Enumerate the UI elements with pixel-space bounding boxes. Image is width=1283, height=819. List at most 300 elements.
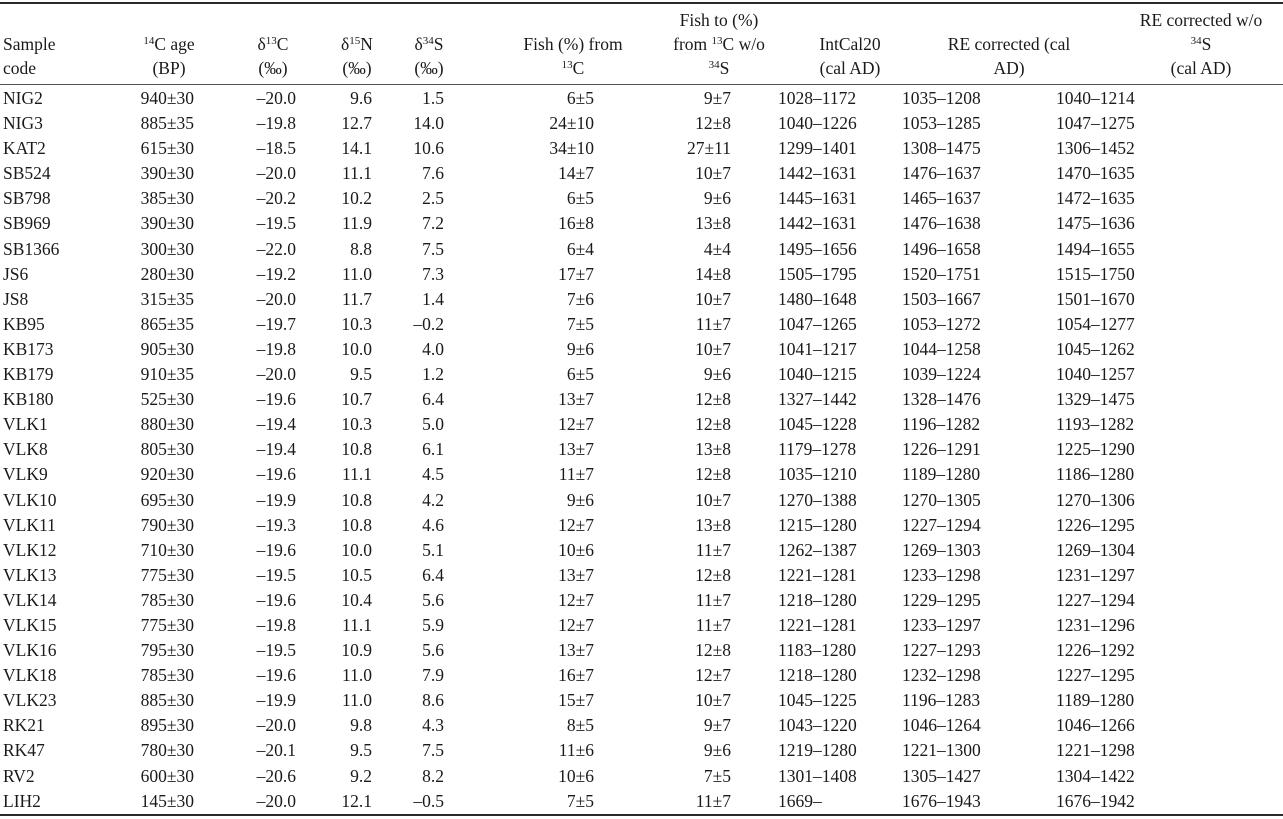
re-corrected-cell: 1232–1298 <box>902 665 981 686</box>
table-body <box>0 86 1283 814</box>
table-row <box>0 713 1283 738</box>
d15n-cell: 10.5 <box>341 564 372 585</box>
d34s-cell: 4.5 <box>422 464 444 485</box>
intcal20-cell: 1045–1225 <box>778 690 857 711</box>
d13c-cell: –20.0 <box>256 288 296 309</box>
re-corrected-wo-34s-cell: 1226–1292 <box>1056 640 1135 661</box>
sample-code-cell: NIG3 <box>3 113 43 134</box>
d34s-cell: 6.1 <box>422 439 444 460</box>
re-corrected-wo-34s-cell: 1225–1290 <box>1056 439 1135 460</box>
c14-age-cell: 910±35 <box>140 364 194 385</box>
d13c-cell: –19.7 <box>256 313 296 334</box>
table-top-rule <box>0 2 1283 4</box>
intcal20-cell: 1035–1210 <box>778 464 857 485</box>
re-corrected-cell: 1053–1285 <box>902 113 981 134</box>
c14-age-cell: 795±30 <box>140 640 194 661</box>
c14-age-cell: 695±30 <box>140 489 194 510</box>
sample-code-cell: VLK12 <box>3 539 57 560</box>
d13c-cell: –19.4 <box>256 414 296 435</box>
intcal20-cell: 1218–1280 <box>778 589 857 610</box>
re-corrected-wo-34s-cell: 1040–1257 <box>1056 364 1135 385</box>
d13c-cell: –19.6 <box>256 464 296 485</box>
re-corrected-wo-34s-cell: 1676–1942 <box>1056 790 1135 811</box>
fish-13c-cell: 24±10 <box>549 113 594 134</box>
table-row <box>0 789 1283 814</box>
d34s-cell: 5.0 <box>422 414 444 435</box>
sample-code-cell: NIG2 <box>3 88 43 108</box>
re-corrected-wo-34s-cell: 1054–1277 <box>1056 313 1135 334</box>
re-corrected-wo-34s-cell: 1494–1655 <box>1056 238 1135 259</box>
d15n-cell: 10.3 <box>341 313 372 334</box>
intcal20-cell: 1270–1388 <box>778 489 857 510</box>
re-corrected-wo-34s-cell: 1189–1280 <box>1056 690 1135 711</box>
re-corrected-wo-34s-cell: 1047–1275 <box>1056 113 1135 134</box>
d15n-cell: 10.8 <box>341 514 372 535</box>
re-corrected-wo-34s-cell: 1306–1452 <box>1056 138 1135 159</box>
sample-code-cell: SB798 <box>3 188 51 209</box>
table-row <box>0 161 1283 186</box>
d13c-cell: –20.6 <box>256 765 296 786</box>
d34s-cell: 6.4 <box>422 564 444 585</box>
table-row <box>0 738 1283 763</box>
intcal20-cell: 1221–1281 <box>778 614 857 635</box>
d15n-cell: 9.5 <box>350 740 372 761</box>
fish-13c-wo-34s-cell: 11±7 <box>695 313 731 334</box>
re-corrected-cell: 1503–1667 <box>902 288 981 309</box>
fish-13c-wo-34s-cell: 9±6 <box>703 188 731 209</box>
d34s-cell: 7.3 <box>422 263 444 284</box>
c14-age-cell: 905±30 <box>140 338 194 359</box>
c14-age-cell: 885±35 <box>140 113 194 134</box>
intcal20-cell: 1047–1265 <box>778 313 857 334</box>
d34s-cell: 1.5 <box>422 88 444 108</box>
c14-age-cell: 885±30 <box>140 690 194 711</box>
sample-code-cell: KB179 <box>3 364 54 385</box>
c14-age-cell: 280±30 <box>140 263 194 284</box>
header-fish-13c: Fish (%) from $^{13}$C <box>523 34 623 78</box>
re-corrected-cell: 1226–1291 <box>902 439 981 460</box>
c14-age-cell: 390±30 <box>140 213 194 234</box>
fish-13c-cell: 14±7 <box>558 163 594 184</box>
fish-13c-cell: 6±5 <box>566 364 594 385</box>
re-corrected-wo-34s-cell: 1270–1306 <box>1056 489 1135 510</box>
table-row <box>0 437 1283 462</box>
c14-age-cell: 895±30 <box>140 715 194 736</box>
sample-code-cell: KB173 <box>3 338 54 359</box>
d15n-cell: 10.8 <box>341 439 372 460</box>
d15n-cell: 11.7 <box>342 288 372 309</box>
sample-code-cell: VLK13 <box>3 564 57 585</box>
sample-code-cell: JS6 <box>3 263 29 284</box>
d15n-cell: 9.8 <box>350 715 372 736</box>
c14-age-cell: 940±30 <box>140 88 194 108</box>
re-corrected-cell: 1035–1208 <box>902 88 981 108</box>
d15n-cell: 10.3 <box>341 414 372 435</box>
intcal20-cell: 1669– <box>778 790 822 811</box>
fish-13c-wo-34s-cell: 13±8 <box>695 439 731 460</box>
intcal20-cell: 1262–1387 <box>778 539 857 560</box>
fish-13c-wo-34s-cell: 9±7 <box>703 715 731 736</box>
c14-age-cell: 315±35 <box>140 288 194 309</box>
intcal20-cell: 1442–1631 <box>778 213 857 234</box>
fish-13c-wo-34s-cell: 7±5 <box>703 765 731 786</box>
d13c-cell: –19.5 <box>256 564 296 585</box>
d13c-cell: –20.0 <box>256 790 296 811</box>
intcal20-cell: 1041–1217 <box>778 338 857 359</box>
table-row <box>0 764 1283 789</box>
d34s-cell: 5.6 <box>422 589 444 610</box>
table-row <box>0 262 1283 287</box>
d13c-cell: –20.0 <box>256 163 296 184</box>
d15n-cell: 9.2 <box>350 765 372 786</box>
d13c-cell: –20.1 <box>256 740 296 761</box>
intcal20-cell: 1505–1795 <box>778 263 857 284</box>
re-corrected-wo-34s-cell: 1470–1635 <box>1056 163 1135 184</box>
re-corrected-wo-34s-cell: 1045–1262 <box>1056 338 1135 359</box>
header-fish-13c-wo-34s: Fish to (%) from $^{13}$C w/o $^{34}$S <box>673 10 765 78</box>
sample-code-cell: RV2 <box>3 765 35 786</box>
re-corrected-cell: 1496–1658 <box>902 238 981 259</box>
sample-code-cell: VLK8 <box>3 439 48 460</box>
c14-age-cell: 615±30 <box>140 138 194 159</box>
fish-13c-cell: 13±7 <box>558 640 594 661</box>
d15n-cell: 11.0 <box>342 690 372 711</box>
fish-13c-cell: 8±5 <box>566 715 594 736</box>
d15n-cell: 10.8 <box>341 489 372 510</box>
fish-13c-cell: 7±6 <box>566 288 594 309</box>
table-row <box>0 412 1283 437</box>
header-d13c: $\delta^{13}C$ (‰) <box>257 34 289 78</box>
d34s-cell: 8.2 <box>422 765 444 786</box>
table-row <box>0 237 1283 262</box>
re-corrected-wo-34s-cell: 1231–1296 <box>1056 614 1135 635</box>
d15n-cell: 12.1 <box>341 790 372 811</box>
re-corrected-wo-34s-cell: 1040–1214 <box>1056 88 1135 108</box>
d34s-cell: 7.5 <box>422 740 444 761</box>
c14-age-cell: 865±35 <box>140 313 194 334</box>
c14-age-cell: 805±30 <box>140 439 194 460</box>
d13c-cell: –20.2 <box>256 188 296 209</box>
c14-age-cell: 785±30 <box>140 665 194 686</box>
fish-13c-wo-34s-cell: 11±7 <box>695 589 731 610</box>
d13c-cell: –19.5 <box>256 640 296 661</box>
intcal20-cell: 1495–1656 <box>778 238 857 259</box>
re-corrected-cell: 1269–1303 <box>902 539 981 560</box>
re-corrected-wo-34s-cell: 1226–1295 <box>1056 514 1135 535</box>
d13c-cell: –19.5 <box>256 213 296 234</box>
fish-13c-wo-34s-cell: 12±8 <box>695 464 731 485</box>
table-row <box>0 136 1283 161</box>
fish-13c-cell: 12±7 <box>558 414 594 435</box>
fish-13c-wo-34s-cell: 11±7 <box>695 790 731 811</box>
sample-code-cell: VLK18 <box>3 665 57 686</box>
fish-13c-cell: 9±6 <box>566 489 594 510</box>
d34s-cell: 4.3 <box>422 715 444 736</box>
fish-13c-cell: 17±7 <box>558 263 594 284</box>
d13c-cell: –19.6 <box>256 665 296 686</box>
sample-code-cell: SB524 <box>3 163 51 184</box>
intcal20-cell: 1442–1631 <box>778 163 857 184</box>
fish-13c-wo-34s-cell: 9±6 <box>703 740 731 761</box>
c14-age-cell: 780±30 <box>140 740 194 761</box>
d15n-cell: 10.4 <box>341 589 372 610</box>
d13c-cell: –19.6 <box>256 589 296 610</box>
header-intcal20: IntCal20 (cal AD) <box>819 34 881 78</box>
d15n-cell: 12.7 <box>341 113 372 134</box>
fish-13c-cell: 13±7 <box>558 389 594 410</box>
d15n-cell: 9.5 <box>350 364 372 385</box>
sample-code-cell: JS8 <box>3 288 29 309</box>
re-corrected-wo-34s-cell: 1227–1295 <box>1056 665 1135 686</box>
sample-code-cell: VLK15 <box>3 614 57 635</box>
fish-13c-wo-34s-cell: 10±7 <box>695 163 731 184</box>
re-corrected-wo-34s-cell: 1472–1635 <box>1056 188 1135 209</box>
c14-age-cell: 775±30 <box>140 614 194 635</box>
fish-13c-cell: 7±5 <box>566 790 594 811</box>
intcal20-cell: 1299–1401 <box>778 138 857 159</box>
intcal20-cell: 1043–1220 <box>778 715 857 736</box>
d15n-cell: 10.2 <box>341 188 372 209</box>
c14-age-cell: 710±30 <box>140 539 194 560</box>
re-corrected-cell: 1227–1293 <box>902 640 981 661</box>
re-corrected-wo-34s-cell: 1269–1304 <box>1056 539 1135 560</box>
d15n-cell: 11.0 <box>342 665 372 686</box>
fish-13c-cell: 11±7 <box>558 464 594 485</box>
re-corrected-cell: 1039–1224 <box>902 364 981 385</box>
fish-13c-cell: 13±7 <box>558 564 594 585</box>
c14-age-cell: 920±30 <box>140 464 194 485</box>
d15n-cell: 10.0 <box>341 539 372 560</box>
fish-13c-cell: 12±7 <box>558 589 594 610</box>
fish-13c-wo-34s-cell: 12±8 <box>695 640 731 661</box>
intcal20-cell: 1040–1226 <box>778 113 857 134</box>
intcal20-cell: 1218–1280 <box>778 665 857 686</box>
fish-13c-wo-34s-cell: 27±11 <box>687 138 731 159</box>
re-corrected-cell: 1233–1297 <box>902 614 981 635</box>
sample-code-cell: LIH2 <box>3 790 41 811</box>
d34s-cell: 7.5 <box>422 238 444 259</box>
header-d34s: $\delta^{34}S$ (‰) <box>414 34 444 78</box>
intcal20-cell: 1040–1215 <box>778 364 857 385</box>
d34s-cell: 1.2 <box>422 364 444 385</box>
re-corrected-wo-34s-cell: 1227–1294 <box>1056 589 1135 610</box>
c14-age-cell: 790±30 <box>140 514 194 535</box>
re-corrected-wo-34s-cell: 1304–1422 <box>1056 765 1135 786</box>
fish-13c-wo-34s-cell: 9±6 <box>703 364 731 385</box>
header-re-corrected: RE corrected (cal AD) <box>947 34 1071 78</box>
d13c-cell: –18.5 <box>256 138 296 159</box>
re-corrected-cell: 1221–1300 <box>902 740 981 761</box>
d13c-cell: –20.0 <box>256 364 296 385</box>
table-row <box>0 513 1283 538</box>
table-row <box>0 186 1283 211</box>
d34s-cell: –0.2 <box>413 313 444 334</box>
d13c-cell: –19.8 <box>256 614 296 635</box>
intcal20-cell: 1045–1228 <box>778 414 857 435</box>
sample-code-cell: VLK11 <box>3 514 56 535</box>
table-row <box>0 613 1283 638</box>
fish-13c-wo-34s-cell: 12±8 <box>695 389 731 410</box>
sample-code-cell: SB969 <box>3 213 51 234</box>
re-corrected-cell: 1196–1283 <box>902 690 981 711</box>
fish-13c-cell: 11±6 <box>558 740 594 761</box>
re-corrected-cell: 1227–1294 <box>902 514 981 535</box>
d34s-cell: 5.1 <box>422 539 444 560</box>
d34s-cell: 4.6 <box>422 514 444 535</box>
d13c-cell: –19.4 <box>256 439 296 460</box>
d34s-cell: 7.9 <box>422 665 444 686</box>
sample-code-cell: VLK1 <box>3 414 48 435</box>
d13c-cell: –19.6 <box>256 389 296 410</box>
re-corrected-cell: 1189–1280 <box>902 464 981 485</box>
d15n-cell: 10.7 <box>341 389 372 410</box>
re-corrected-cell: 1229–1295 <box>902 589 981 610</box>
c14-age-cell: 300±30 <box>140 238 194 259</box>
re-corrected-cell: 1328–1476 <box>902 389 981 410</box>
sample-code-cell: VLK9 <box>3 464 48 485</box>
fish-13c-wo-34s-cell: 12±8 <box>695 564 731 585</box>
intcal20-cell: 1445–1631 <box>778 188 857 209</box>
fish-13c-cell: 6±5 <box>566 88 594 108</box>
d15n-cell: 11.0 <box>342 263 372 284</box>
d15n-cell: 11.9 <box>342 213 372 234</box>
fish-13c-cell: 7±5 <box>566 313 594 334</box>
table-row <box>0 663 1283 688</box>
re-corrected-cell: 1053–1272 <box>902 313 981 334</box>
d13c-cell: –19.9 <box>256 489 296 510</box>
sample-code-cell: RK47 <box>3 740 45 761</box>
c14-age-cell: 600±30 <box>140 765 194 786</box>
re-corrected-cell: 1233–1298 <box>902 564 981 585</box>
header-rule <box>0 84 1283 85</box>
re-corrected-wo-34s-cell: 1046–1266 <box>1056 715 1135 736</box>
re-corrected-wo-34s-cell: 1475–1636 <box>1056 213 1135 234</box>
d13c-cell: –19.3 <box>256 514 296 535</box>
sample-code-cell: KB95 <box>3 313 45 334</box>
re-corrected-cell: 1044–1258 <box>902 338 981 359</box>
d15n-cell: 8.8 <box>350 238 372 259</box>
table-row <box>0 211 1283 236</box>
fish-13c-wo-34s-cell: 12±8 <box>695 414 731 435</box>
fish-13c-cell: 34±10 <box>549 138 594 159</box>
re-corrected-wo-34s-cell: 1193–1282 <box>1056 414 1135 435</box>
re-corrected-cell: 1196–1282 <box>902 414 981 435</box>
d15n-cell: 10.9 <box>341 640 372 661</box>
c14-age-cell: 390±30 <box>140 163 194 184</box>
intcal20-cell: 1183–1280 <box>778 640 857 661</box>
fish-13c-wo-34s-cell: 12±7 <box>695 665 731 686</box>
d13c-cell: –20.0 <box>256 88 296 108</box>
fish-13c-wo-34s-cell: 11±7 <box>695 614 731 635</box>
re-corrected-cell: 1465–1637 <box>902 188 981 209</box>
d13c-cell: –19.6 <box>256 539 296 560</box>
fish-13c-cell: 16±8 <box>558 213 594 234</box>
table-row <box>0 588 1283 613</box>
sample-code-cell: SB1366 <box>3 238 60 259</box>
table-row <box>0 337 1283 362</box>
fish-13c-wo-34s-cell: 13±8 <box>695 213 731 234</box>
sample-code-cell: VLK10 <box>3 489 57 510</box>
intcal20-cell: 1179–1278 <box>778 439 857 460</box>
c14-age-cell: 785±30 <box>140 589 194 610</box>
d15n-cell: 14.1 <box>341 138 372 159</box>
d34s-cell: 4.2 <box>422 489 444 510</box>
fish-13c-wo-34s-cell: 4±4 <box>703 238 731 259</box>
d34s-cell: 2.5 <box>422 188 444 209</box>
table-row <box>0 312 1283 337</box>
re-corrected-wo-34s-cell: 1186–1280 <box>1056 464 1135 485</box>
fish-13c-cell: 10±6 <box>558 765 594 786</box>
fish-13c-wo-34s-cell: 9±7 <box>703 88 731 108</box>
d34s-cell: 7.6 <box>422 163 444 184</box>
d15n-cell: 11.1 <box>342 163 372 184</box>
fish-13c-cell: 9±6 <box>566 338 594 359</box>
fish-13c-wo-34s-cell: 11±7 <box>695 539 731 560</box>
table-row <box>0 488 1283 513</box>
re-corrected-wo-34s-cell: 1329–1475 <box>1056 389 1135 410</box>
re-corrected-cell: 1476–1638 <box>902 213 981 234</box>
d34s-cell: 7.2 <box>422 213 444 234</box>
fish-13c-wo-34s-cell: 10±7 <box>695 338 731 359</box>
table-bottom-rule <box>0 814 1283 816</box>
fish-13c-cell: 16±7 <box>558 665 594 686</box>
d34s-cell: –0.5 <box>413 790 444 811</box>
sample-code-cell: KAT2 <box>3 138 46 159</box>
header-c14-age: $^{14}$C age (BP) <box>143 34 195 78</box>
c14-age-cell: 385±30 <box>140 188 194 209</box>
intcal20-cell: 1219–1280 <box>778 740 857 761</box>
c14-age-cell: 775±30 <box>140 564 194 585</box>
table-row <box>0 387 1283 412</box>
table-row <box>0 287 1283 312</box>
fish-13c-wo-34s-cell: 10±7 <box>695 288 731 309</box>
re-corrected-wo-34s-cell: 1501–1670 <box>1056 288 1135 309</box>
d34s-cell: 8.6 <box>422 690 444 711</box>
fish-13c-cell: 6±5 <box>566 188 594 209</box>
header-sample-code: Sample code <box>3 34 56 78</box>
table-row <box>0 563 1283 588</box>
c14-age-cell: 525±30 <box>140 389 194 410</box>
intcal20-cell: 1221–1281 <box>778 564 857 585</box>
sample-code-cell: VLK14 <box>3 589 57 610</box>
d34s-cell: 1.4 <box>422 288 444 309</box>
d34s-cell: 6.4 <box>422 389 444 410</box>
d34s-cell: 10.6 <box>413 138 444 159</box>
fish-13c-wo-34s-cell: 14±8 <box>695 263 731 284</box>
fish-13c-cell: 13±7 <box>558 439 594 460</box>
d13c-cell: –20.0 <box>256 715 296 736</box>
d15n-cell: 9.6 <box>350 88 372 108</box>
table-header <box>0 8 1283 84</box>
d34s-cell: 4.0 <box>422 338 444 359</box>
fish-13c-cell: 15±7 <box>558 690 594 711</box>
re-corrected-wo-34s-cell: 1221–1298 <box>1056 740 1135 761</box>
re-corrected-cell: 1305–1427 <box>902 765 981 786</box>
re-corrected-wo-34s-cell: 1231–1297 <box>1056 564 1135 585</box>
re-corrected-cell: 1308–1475 <box>902 138 981 159</box>
d34s-cell: 5.9 <box>422 614 444 635</box>
sample-code-cell: VLK23 <box>3 690 57 711</box>
fish-13c-wo-34s-cell: 10±7 <box>695 690 731 711</box>
d34s-cell: 14.0 <box>413 113 444 134</box>
re-corrected-wo-34s-cell: 1515–1750 <box>1056 263 1135 284</box>
d34s-cell: 5.6 <box>422 640 444 661</box>
intcal20-cell: 1215–1280 <box>778 514 857 535</box>
re-corrected-cell: 1046–1264 <box>902 715 981 736</box>
table-row <box>0 362 1283 387</box>
c14-age-cell: 145±30 <box>140 790 194 811</box>
sample-code-cell: VLK16 <box>3 640 57 661</box>
